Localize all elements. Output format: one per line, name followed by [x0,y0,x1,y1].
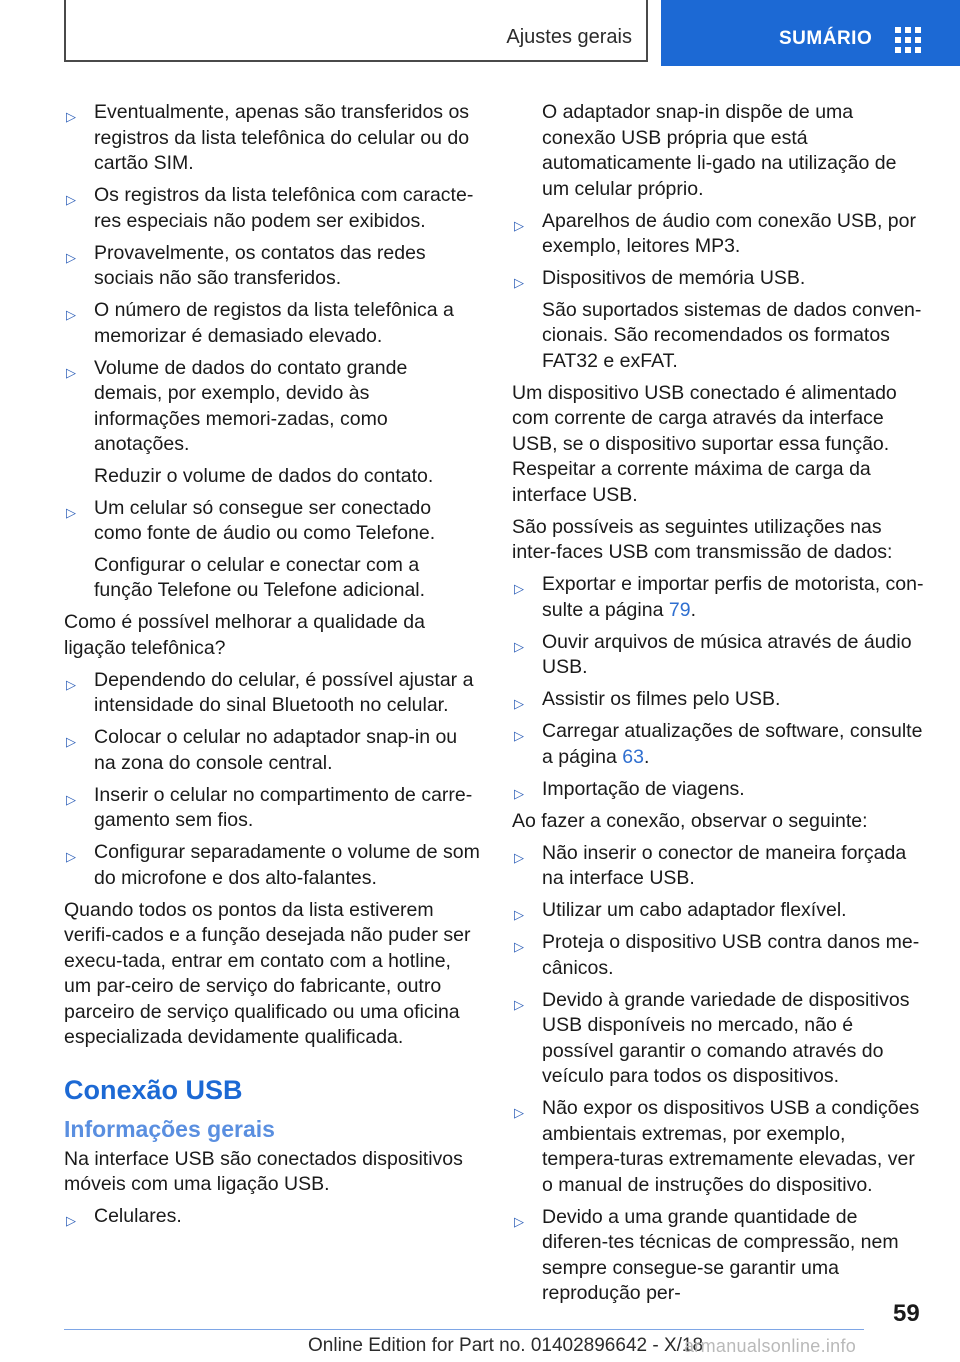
triangle-bullet-icon: ▷ [66,364,76,380]
question-paragraph: Como é possível melhorar a qualidade da ligação telefônica? [64,611,425,659]
section-tab [64,0,648,62]
list-item: ▷ Utilizar um cabo adaptador flexível. [512,898,926,924]
summary-button[interactable] [661,0,960,66]
connect-paragraph: Ao fazer a conexão, observar o seguinte: [512,809,868,832]
list-item: ▷ Assistir os filmes pelo USB. [512,687,926,713]
summary-label: SUMÁRIO [779,28,873,49]
page-link[interactable]: 79 [668,598,691,621]
list-item: ▷ Um celular só consegue ser conectado como fonte de áudio ou como Telefone. Configurar o celular e conectar com a função Telefone ou Telefone adicional. [64,496,480,604]
list-item-note: Configurar o celular e conectar com a função Telefone ou Telefone adicional. [94,553,426,601]
list-item: ▷ Celulares. [64,1204,480,1230]
triangle-bullet-icon: ▷ [66,192,76,207]
list-item: ▷ Importação de viagens. [512,777,926,803]
uses-paragraph: São possíveis as seguintes utilizações nas inter-faces USB com transmissão de dados: [512,515,893,563]
section-title: Ajustes gerais [506,26,632,48]
triangle-bullet-icon: ▷ [514,217,524,233]
list-item: ▷ Dependendo do celular, é possível ajustar a intensidade do sinal Bluetooth no celular. [66,668,474,716]
watermark: armanualsonline.info [684,1336,857,1356]
list-item: ▷ Proteja o dispositivo USB contra danos me-cânicos. [514,931,920,979]
list-item: ▷ Os registros da lista telefônica com caracte-res especiais não podem ser exibidos. [66,184,474,232]
triangle-bullet-icon: ▷ [66,849,76,864]
footer-divider [64,1329,864,1330]
hotline-paragraph: Quando todos os pontos da lista estiverem verifi-cados e a função desejada não puder ser execu-tada, entrar em contato com a hotline, um par-ceiro de serviço do fabricante, outro parceiro de serviço qualificado ou uma oficina especializada devidamente qualificada. [64,898,471,1048]
list-item: ▷ Eventualmente, apenas são transferidos os registros da lista telefônica do celular ou do cartão SIM. [66,101,470,174]
section-heading: Conexão USB [64,1074,243,1105]
triangle-bullet-icon: ▷ [514,728,524,743]
list-item-note: São suportados sistemas de dados conven-cionais. São recomendados os formatos FAT32 e exFAT. [542,298,922,372]
triangle-bullet-icon: ▷ [66,676,76,692]
triangle-bullet-icon: ▷ [66,1213,76,1228]
triangle-bullet-icon: ▷ [514,581,524,596]
triangle-bullet-icon: ▷ [514,275,524,290]
left-column [64,100,480,1236]
list-item: ▷ Inserir o celular no compartimento de carre-gamento sem fios. [66,783,473,831]
triangle-bullet-icon: ▷ [66,307,76,322]
list-item: ▷ Devido à grande variedade de dispositivos USB disponíveis no mercado, não é possível garantir o comando através do veículo para todos os dispositivos. [514,988,910,1087]
list-item: ▷ Devido a uma grande quantidade de diferen-tes técnicas de compressão, nem sempre consegue-se garantir uma reprodução per- [514,1205,899,1304]
subsection-heading: Informações gerais [64,1115,275,1142]
triangle-bullet-icon: ▷ [514,1213,524,1229]
triangle-bullet-icon: ▷ [514,696,524,711]
list-item: ▷ Configurar separadamente o volume de som do microfone e dos alto-falantes. [66,841,480,889]
page-header [0,0,960,66]
list-item: ▷ Não inserir o conector de maneira forçada na interface USB. [514,841,907,889]
list-item-note: Reduzir o volume de dados do contato. [94,464,434,487]
triangle-bullet-icon: ▷ [514,1105,524,1120]
triangle-bullet-icon: ▷ [66,734,76,749]
right-column [512,100,926,1313]
list-item: ▷ Aparelhos de áudio com conexão USB, por exemplo, leitores MP3. [514,209,916,257]
list-item: ▷ Exportar e importar perfis de motorista, con-sulte a página 79. [514,573,924,621]
intro-paragraph: Na interface USB são conectados dispositivos móveis com uma ligação USB. [64,1147,463,1195]
list-item-continuation: O adaptador snap-in dispõe de uma conexão USB própria que está automaticamente li-gado na utilização de um celular próprio. [542,101,897,200]
list-item: ▷ Não expor os dispositivos USB a condições ambientais extremas, por exemplo, tempera-turas extremamente elevadas, ver o manual de instruções do dispositivo. [514,1097,920,1196]
triangle-bullet-icon: ▷ [514,785,524,801]
triangle-bullet-icon: ▷ [514,939,524,954]
list-item: ▷ Ouvir arquivos de música através de áudio USB. [514,630,912,678]
list-item: ▷ Provavelmente, os contatos das redes sociais não são transferidos. [66,241,426,289]
grid-menu-icon [895,27,921,53]
list-item: ▷ Carregar atualizações de software, consulte a página 63. [514,720,923,768]
triangle-bullet-icon: ▷ [514,907,524,922]
triangle-bullet-icon: ▷ [514,638,524,654]
list-item: ▷ O número de registos da lista telefônica a memorizar é demasiado elevado. [66,299,454,347]
triangle-bullet-icon: ▷ [66,109,76,124]
page-link[interactable]: 63 [622,745,644,768]
triangle-bullet-icon: ▷ [514,996,524,1012]
triangle-bullet-icon: ▷ [66,504,76,520]
list-item: ▷ Dispositivos de memória USB. São suportados sistemas de dados conven-cionais. São recomendados os formatos FAT32 e exFAT. [512,266,926,374]
power-paragraph: Um dispositivo USB conectado é alimentado com corrente de carga através da interface USB, se o dispositivo suportar essa função. Respeitar a corrente máxima de carga da interface USB. [512,381,897,506]
triangle-bullet-icon: ▷ [514,849,524,865]
list-item: ▷ Colocar o celular no adaptador snap-in ou na zona do console central. [66,726,458,774]
edition-note: Online Edition for Part no. 01402896642 - X/18 [308,1335,704,1356]
list-item: ▷ Volume de dados do contato grande demais, por exemplo, devido às informações memori-zadas, como anotações. Reduzir o volume de dados do contato. [64,356,480,490]
triangle-bullet-icon: ▷ [66,791,76,807]
triangle-bullet-icon: ▷ [66,249,76,265]
page-number: 59 [893,1300,920,1327]
